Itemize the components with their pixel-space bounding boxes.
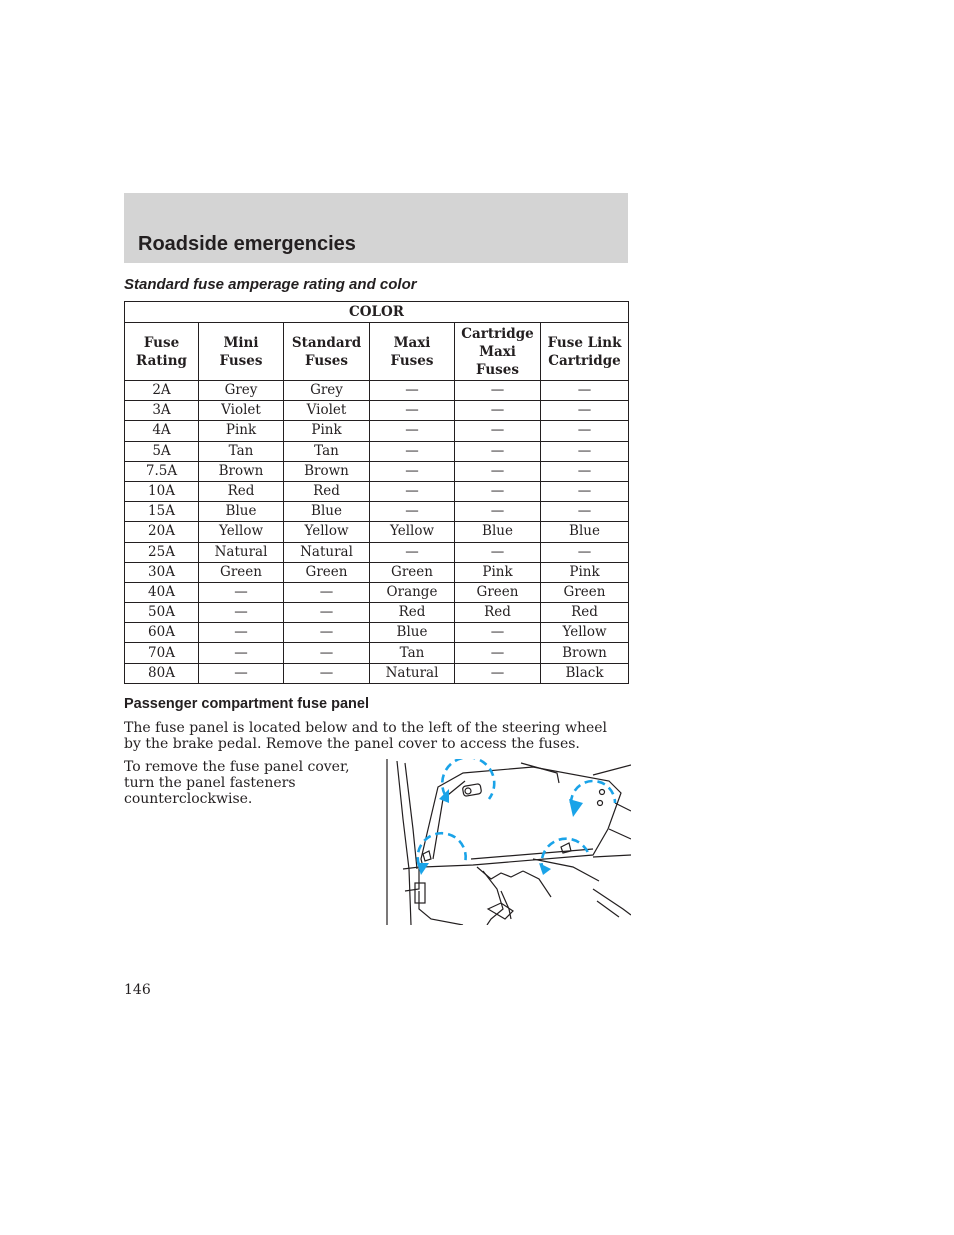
column-header-row [125,323,629,381]
fuse-color-cell: Black [541,663,629,683]
fuse-panel-removal-text: To remove the fuse panel cover, turn the panel fasteners counterclockwise. [124,759,350,807]
section-title: Roadside emergencies [138,233,356,255]
fuse-panel-heading: Passenger compartment fuse panel [124,696,369,712]
fuse-color-cell: Yellow [370,522,455,542]
fuse-color-cell: Yellow [541,623,629,643]
fuse-color-cell: Blue [284,502,370,522]
table-row [125,623,629,643]
fuse-color-cell: — [541,401,629,421]
fuse-rating-cell: 7.5A [125,461,199,481]
fuse-color-cell: Red [199,481,284,501]
column-header-line: Fuses [476,361,519,378]
column-header-line: Standard [291,334,362,351]
column-header-line: Fuse Link [547,334,622,351]
fuse-color-cell: — [455,663,541,683]
table-row [125,502,629,522]
fuse-rating-cell: 5A [125,441,199,461]
table-row [125,542,629,562]
column-header [199,323,284,381]
table-row [125,562,629,582]
column-header-line: Fuse [143,334,180,351]
fuse-color-cell: Green [370,562,455,582]
fuse-color-cell: — [370,441,455,461]
fuse-color-cell: Red [284,481,370,501]
table-row [125,663,629,683]
table-row [125,401,629,421]
fuse-color-cell: — [541,461,629,481]
fuse-rating-cell: 25A [125,542,199,562]
fuse-color-cell: Tan [370,643,455,663]
column-header-line: Fuses [390,352,434,369]
fuse-rating-cell: 15A [125,502,199,522]
table-row [125,421,629,441]
fuse-panel-cover-illustration [383,759,631,925]
fuse-color-cell: Grey [284,381,370,401]
fuse-rating-cell: 3A [125,401,199,421]
fuse-color-cell: — [199,603,284,623]
fuse-color-cell: Blue [455,522,541,542]
column-header [455,323,541,381]
fuse-color-cell: — [541,381,629,401]
fuse-color-cell: — [199,582,284,602]
column-header-line: Maxi [479,343,516,360]
fuse-rating-cell: 4A [125,421,199,441]
fuse-color-cell: Blue [541,522,629,542]
fuse-rating-cell: 2A [125,381,199,401]
fuse-color-cell: — [284,603,370,623]
fuse-rating-cell: 60A [125,623,199,643]
fuse-color-table [124,301,629,684]
fuse-panel-location-text: The fuse panel is located below and to the left of the steering wheel by the brake pedal. Remove the panel cover to access the fuses. [124,720,608,752]
fuse-color-cell: Red [455,603,541,623]
fuse-color-cell: — [284,643,370,663]
table-row [125,441,629,461]
fuse-color-cell: — [455,461,541,481]
table-row [125,481,629,501]
column-header-line: Cartridge [548,352,621,369]
fuse-color-cell: Tan [284,441,370,461]
column-header [125,323,199,381]
fuse-color-cell: Pink [455,562,541,582]
fuse-color-cell: — [199,623,284,643]
fuse-color-cell: — [541,542,629,562]
fuse-color-cell: — [455,481,541,501]
table-body [125,381,629,684]
fuse-color-cell: Yellow [284,522,370,542]
fuse-color-cell: Blue [370,623,455,643]
fuse-color-cell: Green [455,582,541,602]
fuse-color-cell: — [284,582,370,602]
column-header-line: Rating [136,352,187,369]
fuse-color-cell: — [370,461,455,481]
fuse-color-cell: — [284,623,370,643]
fuse-color-cell: — [455,421,541,441]
fuse-color-cell: — [541,441,629,461]
fuse-color-cell: Green [199,562,284,582]
fuse-color-cell: Green [284,562,370,582]
fuse-rating-cell: 20A [125,522,199,542]
column-header [284,323,370,381]
fuse-color-cell: Violet [284,401,370,421]
column-header-line: Fuses [305,352,348,369]
fuse-color-cell: — [370,481,455,501]
fuse-color-cell: — [455,542,541,562]
fuse-color-cell: Blue [199,502,284,522]
fuse-color-cell: — [541,421,629,441]
column-header [370,323,455,381]
fuse-color-cell: — [370,381,455,401]
fuse-rating-cell: 40A [125,582,199,602]
fuse-rating-cell: 80A [125,663,199,683]
column-header-line: Cartridge [461,325,534,342]
fuse-color-cell: — [541,481,629,501]
column-header [541,323,629,381]
fuse-color-cell: Violet [199,401,284,421]
column-header-line: Mini [223,334,259,351]
fuse-rating-cell: 70A [125,643,199,663]
fuse-color-cell: — [455,502,541,522]
fuse-color-cell: Pink [541,562,629,582]
fuse-color-cell: Green [541,582,629,602]
table-row [125,603,629,623]
section-header-band [124,193,628,263]
fuse-color-cell: — [455,623,541,643]
fuse-color-cell: — [284,663,370,683]
table-row [125,461,629,481]
fuse-rating-cell: 10A [125,481,199,501]
column-header-line: Maxi [393,334,431,351]
fuse-color-cell: — [370,542,455,562]
fuse-color-cell: Natural [199,542,284,562]
table-row [125,381,629,401]
fuse-color-cell: — [199,643,284,663]
fuse-color-cell: Brown [541,643,629,663]
fuse-color-cell: Tan [199,441,284,461]
fuse-color-cell: — [370,502,455,522]
column-header-line: Fuses [219,352,263,369]
fuse-color-cell: Red [370,603,455,623]
fuse-color-cell: Natural [370,663,455,683]
fuse-color-cell: — [199,663,284,683]
fuse-color-cell: — [455,441,541,461]
table-row [125,582,629,602]
table-row [125,522,629,542]
fuse-color-cell: — [455,643,541,663]
fuse-color-cell: Orange [370,582,455,602]
fuse-color-cell: Pink [199,421,284,441]
fuse-color-cell: Natural [284,542,370,562]
fuse-rating-cell: 30A [125,562,199,582]
fuse-color-cell: Brown [284,461,370,481]
fuse-rating-cell: 50A [125,603,199,623]
table-heading: Standard fuse amperage rating and color [124,276,417,293]
table-row [125,643,629,663]
fuse-color-cell: Pink [284,421,370,441]
page-number: 146 [124,982,151,998]
fuse-color-cell: — [455,381,541,401]
fuse-color-cell: Red [541,603,629,623]
fuse-color-cell: Yellow [199,522,284,542]
fuse-color-cell: — [370,421,455,441]
fuse-color-cell: — [455,401,541,421]
fuse-color-cell: — [541,502,629,522]
fuse-color-cell: — [370,401,455,421]
fuse-color-cell: Grey [199,381,284,401]
fuse-color-cell: Brown [199,461,284,481]
color-group-header: COLOR [125,302,629,323]
